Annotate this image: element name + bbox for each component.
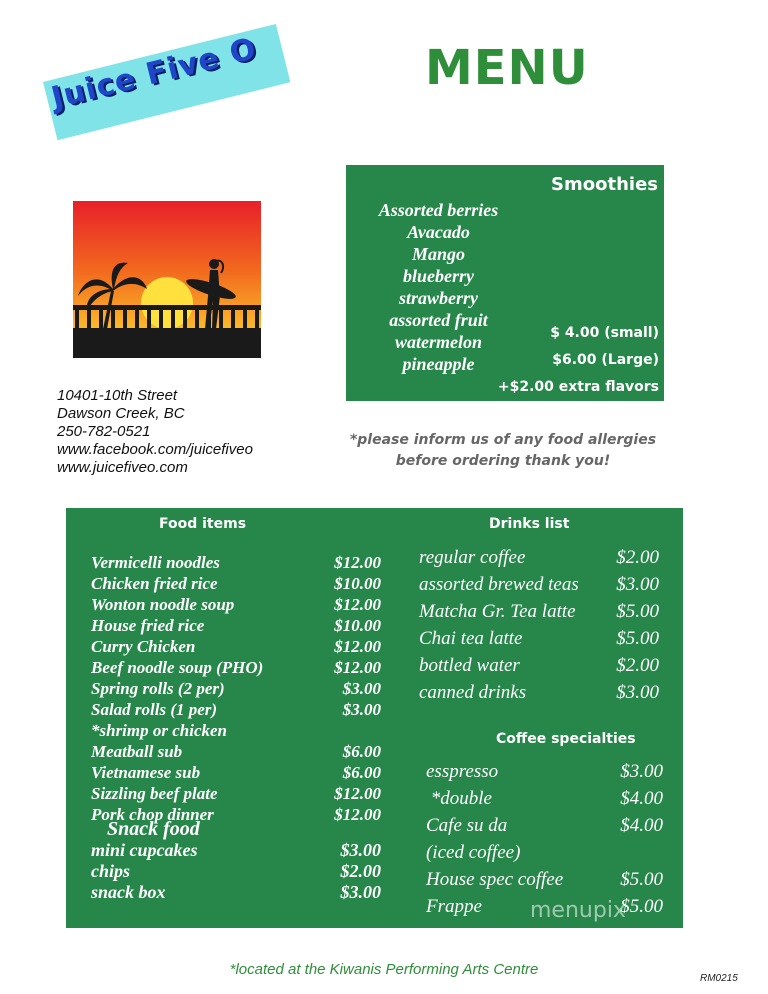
- drink-item-price: $5.00: [616, 628, 659, 649]
- food-item: [91, 720, 381, 741]
- location-note: *located at the Kiwanis Performing Arts Centre: [229, 961, 539, 978]
- food-item: [91, 699, 381, 720]
- coffee-item-name: Frappe: [426, 896, 482, 917]
- drink-item-price: $5.00: [616, 601, 659, 622]
- drink-item-price: $3.00: [616, 682, 659, 703]
- drink-item-name: Chai tea latte: [419, 628, 523, 649]
- drink-item-name: regular coffee: [419, 547, 526, 568]
- food-item: [91, 552, 381, 573]
- coffee-heading: Coffee specialties: [496, 731, 636, 747]
- snack-heading: Snack food: [107, 818, 200, 840]
- coffee-item-name: *double: [426, 788, 492, 809]
- drink-item-name: assorted brewed teas: [419, 574, 579, 595]
- street: 10401-10th Street: [57, 387, 178, 404]
- snack-item-price: $3.00: [340, 840, 381, 860]
- coffee-item: [426, 785, 663, 812]
- food-item-name: Chicken fried rice: [91, 574, 218, 593]
- smoothie-item: watermelon: [394, 332, 482, 352]
- price-large: $6.00 (Large): [552, 352, 659, 368]
- food-item-name: Meatball sub: [91, 742, 183, 761]
- food-item-price: $3.00: [342, 679, 381, 698]
- smoothies-heading: Smoothies: [551, 174, 658, 195]
- coffee-item-name: (iced coffee): [426, 842, 521, 863]
- coffee-item-price: $5.00: [620, 896, 663, 917]
- price-small: $ 4.00 (small): [550, 325, 659, 341]
- coffee-item-price: $5.00: [620, 869, 663, 890]
- food-drinks-box: [66, 508, 683, 928]
- drinks-heading: Drinks list: [489, 516, 570, 532]
- food-heading: Food items: [159, 516, 247, 532]
- food-item: [91, 615, 381, 636]
- smoothie-item: assorted fruit: [389, 310, 488, 330]
- food-item-name: Salad rolls (1 per): [91, 700, 218, 719]
- food-item-name: House fried rice: [91, 616, 205, 635]
- smoothie-item: pineapple: [402, 354, 475, 374]
- allergy-note: [330, 430, 676, 472]
- food-item-name: Pork chop dinner: [91, 805, 214, 824]
- food-item-name: Curry Chicken: [91, 637, 196, 656]
- logo: Juice Five O: [48, 31, 261, 116]
- drink-item: [419, 652, 659, 679]
- drinks-list: [419, 544, 659, 706]
- food-item: [91, 804, 381, 824]
- food-item-name: Spring rolls (2 per): [91, 679, 225, 698]
- food-item: [91, 762, 381, 783]
- drink-item-name: canned drinks: [419, 682, 527, 703]
- food-item-price: $10.00: [334, 574, 381, 593]
- food-item: [91, 741, 381, 762]
- drink-item-price: $2.00: [616, 547, 659, 568]
- food-item-name: Vietnamese sub: [91, 763, 201, 782]
- snack-item: [91, 882, 381, 903]
- snack-item-name: snack box: [91, 882, 166, 902]
- food-item-price: $10.00: [334, 616, 381, 635]
- coffee-item-name: esspresso: [426, 761, 499, 782]
- city: Dawson Creek, BC: [57, 405, 185, 422]
- drink-item: [419, 571, 659, 598]
- address-block: [57, 387, 253, 477]
- page-title: MENU: [425, 40, 589, 96]
- smoothie-item: Avacado: [407, 222, 470, 242]
- website-link[interactable]: www.juicefiveo.com: [57, 459, 188, 476]
- food-item-price: $12.00: [334, 784, 381, 803]
- coffee-item: [426, 812, 663, 839]
- food-item-name: Vermicelli noodles: [91, 553, 220, 572]
- coffee-item: [426, 839, 663, 866]
- drink-item: [419, 625, 659, 652]
- coffee-item: [426, 758, 663, 785]
- coffee-item-name: Cafe su da: [426, 815, 508, 836]
- drink-item-name: Matcha Gr. Tea latte: [419, 601, 576, 622]
- food-item: [91, 636, 381, 657]
- facebook-link[interactable]: www.facebook.com/juicefiveo: [57, 441, 253, 458]
- food-item-price: $6.00: [342, 763, 381, 782]
- allergy-note-line: *please inform us of any food allergies: [349, 432, 657, 448]
- food-item: [91, 783, 381, 804]
- smoothie-item: Mango: [411, 244, 465, 264]
- drink-item-price: $2.00: [616, 655, 659, 676]
- price-extra-flavors: +$2.00 extra flavors: [497, 379, 659, 395]
- smoothies-box: [346, 165, 664, 401]
- food-item-price: $12.00: [334, 595, 381, 614]
- food-item-price: $12.00: [334, 805, 381, 824]
- food-item-name: Beef noodle soup (PHO): [91, 658, 264, 677]
- food-item-price: $12.00: [334, 553, 381, 572]
- food-item-price: $12.00: [334, 658, 381, 677]
- smoothie-item: blueberry: [403, 266, 474, 286]
- coffee-item-price: $4.00: [620, 815, 663, 836]
- coffee-item: [426, 866, 663, 893]
- drink-item-price: $3.00: [616, 574, 659, 595]
- food-item-name: Sizzling beef plate: [91, 784, 218, 803]
- food-list: [91, 552, 381, 903]
- snack-item-name: mini cupcakes: [91, 840, 198, 860]
- drink-item: [419, 598, 659, 625]
- coffee-list: [426, 758, 663, 920]
- coffee-item-price: $3.00: [620, 761, 663, 782]
- food-item: [91, 594, 381, 615]
- food-item: [91, 678, 381, 699]
- food-item-price: $6.00: [342, 742, 381, 761]
- food-item: [91, 573, 381, 594]
- snack-item: [91, 840, 381, 861]
- food-item-name: *shrimp or chicken: [91, 721, 228, 740]
- smoothie-item: Assorted berries: [378, 200, 499, 220]
- food-item-name: Wonton noodle soup: [91, 595, 235, 614]
- snack-item-price: $2.00: [340, 861, 381, 881]
- allergy-note-line: before ordering thank you!: [395, 453, 611, 469]
- food-item-price: $12.00: [334, 637, 381, 656]
- snack-item: [91, 861, 381, 882]
- coffee-item-price: $4.00: [620, 788, 663, 809]
- drink-item-name: bottled water: [419, 655, 520, 676]
- snack-item-price: $3.00: [340, 882, 381, 902]
- phone: 250-782-0521: [57, 423, 151, 440]
- snack-item-name: chips: [91, 861, 131, 881]
- drink-item: [419, 544, 659, 571]
- sunset-surfer-image: [73, 201, 261, 358]
- reference-code: RM0215: [700, 973, 738, 984]
- drink-item: [419, 679, 659, 706]
- food-item: [91, 657, 381, 678]
- food-item-price: $3.00: [342, 700, 381, 719]
- snack-list: [91, 840, 381, 903]
- coffee-item-name: House spec coffee: [426, 869, 564, 890]
- smoothie-item: strawberry: [398, 288, 478, 308]
- smoothies-prices: [498, 320, 659, 401]
- watermark: menupix: [530, 898, 626, 923]
